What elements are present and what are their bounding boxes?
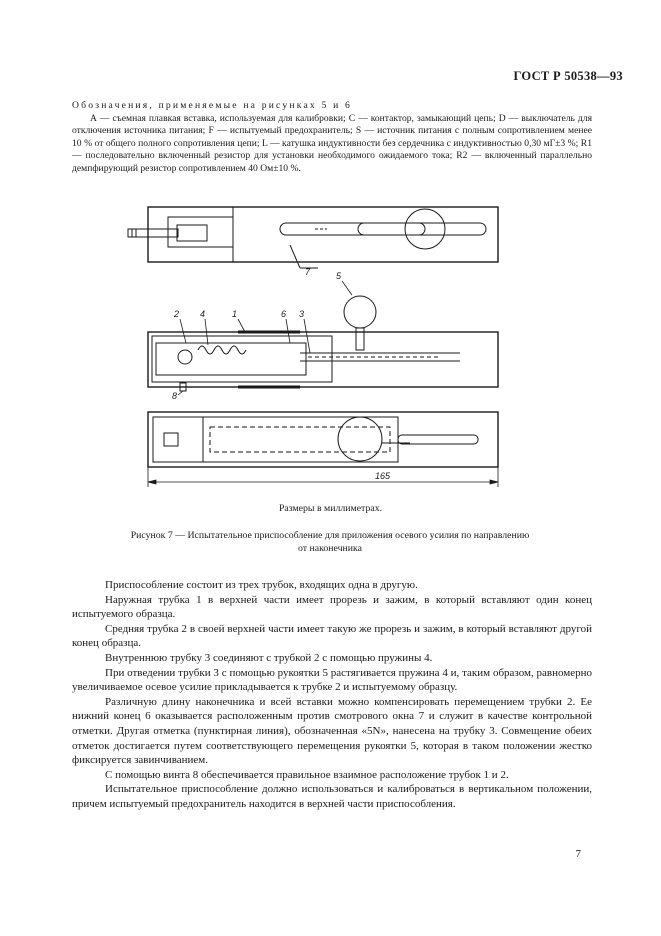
figure-caption: [80, 530, 580, 555]
dimension-value: 165: [375, 471, 391, 481]
paragraph: Различную длину наконечника и всей вставки можно компенсировать перемещением трубки 2. Ее нижний конец 6 оказывается расположенным против смотрового окна 7 и служит в качестве контрольной отметки. Другая отметка (пунктирная линия), обозначенная «5N», нанесена на трубку 3. Совмещение обеих отметок достигается путем соответствующего перемещения рукоятки 5, которая в таком положении жестко фиксируется завинчиванием.: [72, 695, 592, 767]
dimension-note: Размеры в миллиметрах.: [278, 503, 383, 514]
paragraph: Испытательное приспособление должно использоваться и калиброваться в вертикальном положении, причем испытуемый предохранитель находится в верхней части приспособления.: [72, 783, 592, 810]
bottom-view: [148, 412, 498, 467]
label-1-text: 1: [232, 309, 238, 319]
label-4-text: 4: [200, 309, 206, 319]
paragraph: Внутреннюю трубку 3 соединяют с трубкой 2 с помощью пружины 4.: [105, 651, 433, 664]
page-number: 7: [575, 848, 581, 860]
label-7-text: 7: [305, 267, 311, 277]
legend-text: А — съемная плавкая вставка, используемая для калибровки; С — контактор, замыкающий цепь; D — выключатель для отключения источника питания; F — испытуемый предохранитель; S — источник питания с полным сопротивлением менее 10 % от общего полного сопротивления цепи; L — катушка индуктивности без сердечника с индуктивностью 0,30 мГ±3 %; R1 — последовательно включенный резистор для установки необходимого ожидаемого тока; R2 — включенный параллельно демпфирующий резистор сопротивлением 40 Ом±10 %.: [72, 112, 592, 174]
body-text: [72, 578, 592, 812]
label-3-text: 3: [299, 309, 305, 319]
dimension-line: [148, 467, 498, 487]
paragraph: С помощью винта 8 обеспечивается правильное взаимное расположение трубок 1 и 2.: [105, 768, 509, 781]
legend-heading: Обозначения, применяемые на рисунках 5 и 6: [72, 100, 353, 111]
paragraph: Наружная трубка 1 в верхней части имеет прорезь и зажим, в который вставляют один конец испытуемого образца.: [72, 593, 592, 621]
paragraph: При отведении трубки 3 с помощью рукоятки 5 растягивается пружина 4 и, таким образом, равномерно увеличиваемое осевое усилие прикладывается к трубке 2 и испытуемому образцу.: [72, 666, 592, 694]
caption-line-2: от наконечника: [298, 542, 362, 554]
label-7: [290, 245, 318, 277]
paragraph: Средняя трубка 2 в своей верхней части имеет такую же прорезь и зажим, в который вставляют другой конец образца.: [72, 622, 592, 650]
technical-drawing: [120, 195, 510, 495]
document-code: ГОСТ Р 50538—93: [513, 69, 623, 83]
label-6-text: 6: [281, 309, 287, 319]
caption-line-1: Рисунок 7 — Испытательное приспособление для приложения осевого усилия по направлению: [130, 530, 530, 541]
top-view: [128, 207, 498, 262]
label-5-text: 5: [336, 271, 342, 281]
paragraph: Приспособление состоит из трех трубок, входящих одна в другую.: [105, 579, 418, 591]
label-2-text: 2: [174, 309, 180, 319]
label-8-text: 8: [172, 391, 178, 401]
legend-block: [72, 100, 592, 176]
